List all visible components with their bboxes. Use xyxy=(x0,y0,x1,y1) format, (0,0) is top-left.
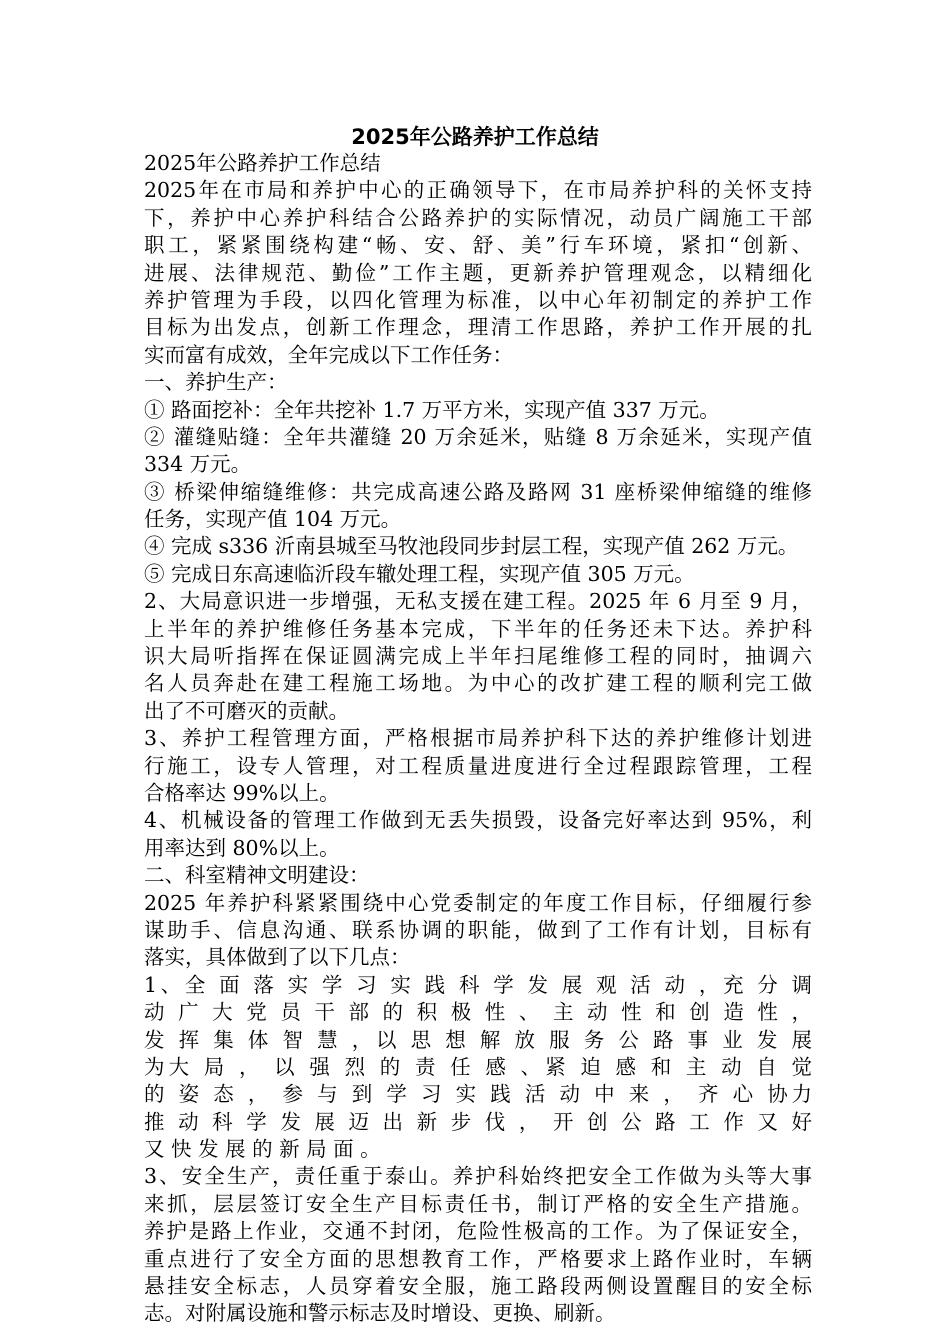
text-line: 2025年公路养护工作总结 xyxy=(144,151,381,175)
text-line: 行施工，设专人管理，对工程质量进度进行全过程跟踪管理，工程 xyxy=(144,753,812,778)
text-line: 谋助手、信息沟通、联系协调的职能，做到了工作有计划，目标有 xyxy=(144,917,812,942)
text-line: 4、机械设备的管理工作做到无丢失损毁，设备完好率达到 95%，利 xyxy=(144,808,812,833)
text-line: 发 挥 集 体 智 慧 ，以 思 想 解 放 服 务 公 路 事 业 发 展 xyxy=(144,1027,812,1052)
text-line: 落实，具体做到了以下几点： xyxy=(144,945,411,970)
text-line: 为大 局 ， 以 强 烈 的 责 任 感 、紧 迫 感 和 主 动 自 觉 xyxy=(144,1054,812,1079)
text-line: 1、全 面 落 实 学 习 实 践 科 学 发 展 观 活 动 ，充 分 调 xyxy=(144,972,812,997)
text-line: 2、大局意识进一步增强，无私支援在建工程。2025 年 6 月至 9 月， xyxy=(144,589,812,614)
text-line: ① 路面挖补：全年共挖补 1.7 万平方米，实现产值 337 万元。 xyxy=(144,397,720,422)
text-line: ② 灌缝贴缝：全年共灌缝 20 万余延米，贴缝 8 万余延米，实现产值 xyxy=(144,424,812,449)
text-line: 的 姿 态 ， 参 与 到 学 习 实 践 活 动 中 来 ， 齐 心 协力 xyxy=(144,1082,812,1107)
text-line: 下，养护中心养护科结合公路养护的实际情况，动员广阔施工干部 xyxy=(144,205,812,230)
text-line: 3、养护工程管理方面，严格根据市局养护科下达的养护维修计划进 xyxy=(144,726,812,751)
text-line: 志。对附属设施和警示标志及时增设、更换、刷新。 xyxy=(144,1301,616,1326)
text-line: 任务，实现产值 104 万元。 xyxy=(144,507,402,532)
text-line: ⑤ 完成日东高速临沂段车辙处理工程，实现产值 305 万元。 xyxy=(144,561,695,586)
text-line: 出了不可磨灭的贡献。 xyxy=(144,698,349,723)
text-line: 悬挂安全标志，人员穿着安全服，施工路段两侧设置醒目的安全标 xyxy=(144,1274,812,1299)
document-title: 2025年公路养护工作总结 xyxy=(351,125,599,149)
text-line: 目标为出发点，创新工作理念，理清工作思路，养护工作开展的扎 xyxy=(144,315,812,340)
text-line: 用率达到 80%以上。 xyxy=(144,835,340,860)
text-line: 2025 年养护科紧紧围绕中心党委制定的年度工作目标，仔细履行参 xyxy=(144,890,812,915)
text-line: 334 万元。 xyxy=(144,452,252,477)
text-line: 养护管理为手段，以四化管理为标准，以中心年初制定的养护工作 xyxy=(144,287,812,312)
text-line: 职工，紧紧围绕构建“畅、安、舒、美”行车环境，紧扣“创新、 xyxy=(144,233,812,258)
text-line: ③ 桥梁伸缩缝维修：共完成高速公路及路网 31 座桥梁伸缩缝的维修 xyxy=(144,479,812,504)
text-line: 又 快 发 展 的 新 局 面 。 xyxy=(144,1137,381,1162)
text-line: 3、安全生产，责任重于泰山。养护科始终把安全工作做为头等大事 xyxy=(144,1164,812,1189)
document-body xyxy=(144,150,812,1328)
text-line: 上半年的养护维修任务基本完成，下半年的任务还未下达。养护科 xyxy=(144,616,812,641)
text-line: 推 动 科 学 发 展 迈 出 新 步 伐 ， 开 创 公 路 工 作 又 好 xyxy=(144,1109,812,1134)
text-line: 实而富有成效，全年完成以下工作任务： xyxy=(144,342,513,367)
text-line: 重点进行了安全方面的思想教育工作，严格要求上路作业时，车辆 xyxy=(144,1246,812,1271)
text-line: 动 广 大 党 员 干 部 的 积 极 性 、 主 动 性 和 创 造 性 ， xyxy=(144,1000,812,1025)
text-line: 来抓，层层签订安全生产目标责任书，制订严格的安全生产措施。 xyxy=(144,1191,812,1216)
text-line: 识大局听指挥在保证圆满完成上半年扫尾维修工程的同时，抽调六 xyxy=(144,644,812,669)
text-line: 二、科室精神文明建设： xyxy=(144,863,370,888)
text-line: 一、养护生产： xyxy=(144,370,288,395)
text-line: 名人员奔赴在建工程施工场地。为中心的改扩建工程的顺利完工做 xyxy=(144,671,812,696)
text-line: 养护是路上作业，交通不封闭，危险性极高的工作。为了保证安全， xyxy=(144,1219,812,1244)
text-line: 合格率达 99%以上。 xyxy=(144,780,340,805)
text-line: 2025年在市局和养护中心的正确领导下，在市局养护科的关怀支持 xyxy=(144,178,812,203)
text-line: ④ 完成 s336 沂南县城至马牧池段同步封层工程，实现产值 262 万元。 xyxy=(144,534,799,559)
text-line: 进展、法律规范、勤俭”工作主题，更新养护管理观念，以精细化 xyxy=(144,260,812,285)
